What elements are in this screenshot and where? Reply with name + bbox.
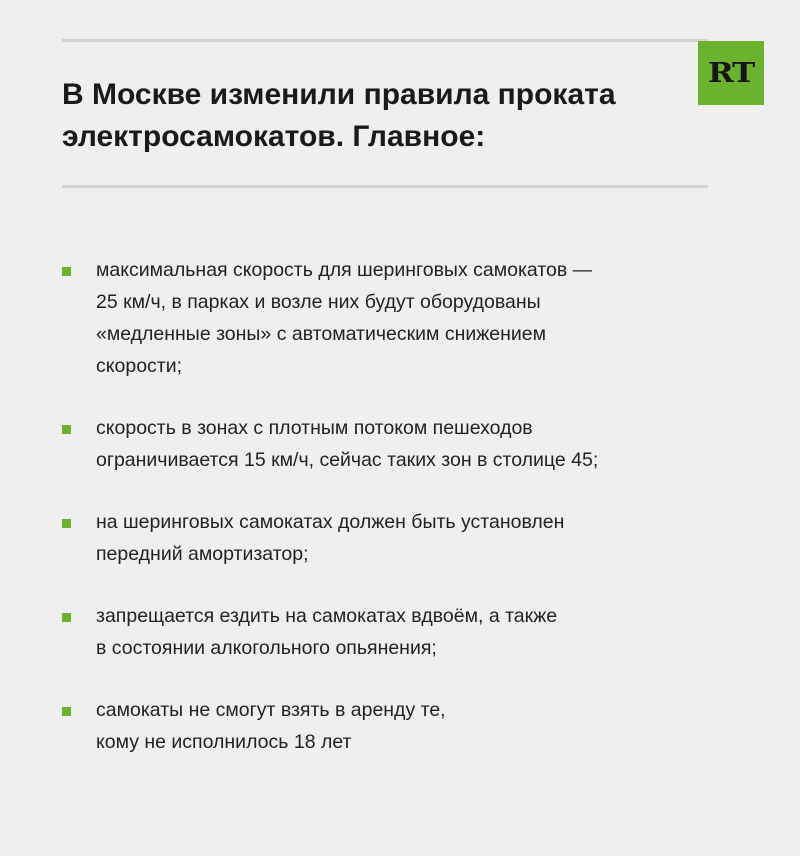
list-item-text: самокаты не смогут взять в аренду те, кому не исполнилось 18 лет bbox=[96, 699, 446, 753]
square-bullet-icon bbox=[62, 519, 71, 528]
rt-logo bbox=[698, 41, 764, 105]
square-bullet-icon bbox=[62, 267, 71, 276]
square-bullet-icon bbox=[62, 613, 71, 622]
page-title: В Москве изменили правила проката электросамокатов. Главное: bbox=[62, 78, 616, 153]
list-item bbox=[62, 600, 702, 664]
title-divider bbox=[62, 185, 708, 188]
rules-list bbox=[62, 254, 702, 788]
list-item bbox=[62, 694, 702, 758]
list-item bbox=[62, 412, 702, 476]
rt-logo-text: RT bbox=[707, 57, 755, 89]
square-bullet-icon bbox=[62, 425, 71, 434]
list-item-text: запрещается ездить на самокатах вдвоём, а также в состоянии алкогольного опьянения; bbox=[96, 605, 558, 659]
list-item-text: на шеринговых самокатах должен быть установлен передний амортизатор; bbox=[96, 511, 565, 565]
list-item-text: скорость в зонах с плотным потоком пешеходов ограничивается 15 км/ч, сейчас таких зон в столице 45; bbox=[96, 417, 599, 471]
list-item bbox=[62, 506, 702, 570]
top-divider bbox=[62, 39, 708, 42]
list-item bbox=[62, 254, 702, 382]
list-item-text: максимальная скорость для шеринговых самокатов — 25 км/ч, в парках и возле них будут оборудованы «медленные зоны» с автоматическим снижением скорости; bbox=[96, 259, 593, 377]
square-bullet-icon bbox=[62, 707, 71, 716]
